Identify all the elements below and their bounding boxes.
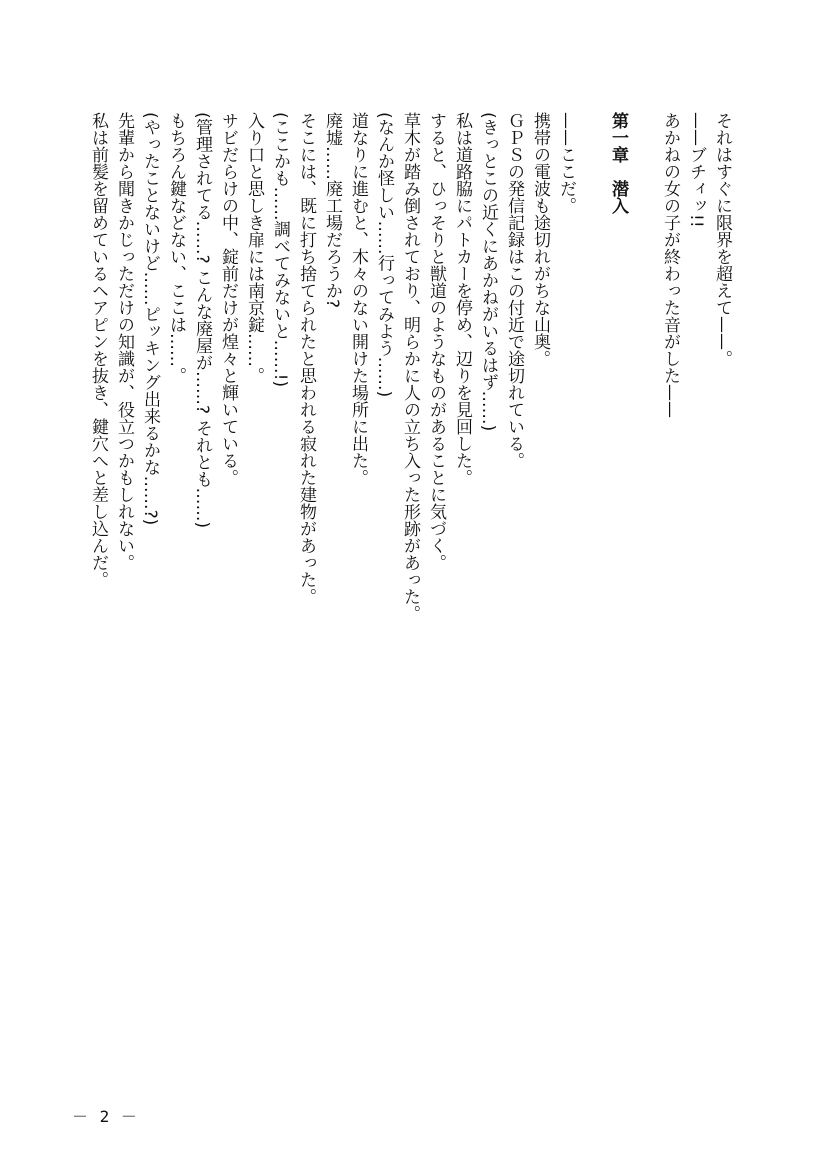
prologue-line: ——ブチィッ!! <box>686 112 706 228</box>
chapter-heading <box>605 112 631 612</box>
body-line: (なんか怪しい……行ってみよう……) <box>374 112 394 398</box>
body-line: もちろん鍵などない、ここは……。 <box>166 112 186 384</box>
body-line: 私は前髪を留めているヘアピンを抜き、鍵穴へと差し込んだ。 <box>88 112 108 588</box>
chapter-title: 潜入 <box>608 180 628 214</box>
blank-line <box>579 112 605 612</box>
body-line: サビだらけの中、錠前だけが煌々と輝いている。 <box>218 112 238 486</box>
body-line: (管理されてる……? こんな廃屋が……? それとも……) <box>192 112 212 529</box>
body-line: 廃墟……廃工場だろうか? <box>322 112 342 309</box>
prologue-line: それはすぐに限界を超えて——。 <box>712 112 732 367</box>
body-line: 道なりに進むと、木々のない開けた場所に出た。 <box>348 112 368 486</box>
body-line: そこには、既に打ち捨てられたと思われる寂れた建物があった。 <box>296 112 316 605</box>
body-line: 先輩から聞きかじっただけの知識が、役立つかもしれない。 <box>114 112 134 571</box>
vertical-text-block <box>85 112 735 622</box>
body-line: 草木が踏み倒されており、明らかに人の立ち入った形跡があった。 <box>400 112 420 622</box>
body-line: ＧＰＳの発信記録はこの付近で途切れている。 <box>504 112 524 469</box>
body-line: 入り口と思しき扉には南京錠……。 <box>244 112 264 384</box>
blank-line <box>631 112 657 612</box>
body-line: 私は道路脇にパトカーを停め、辺りを見回した。 <box>452 112 472 486</box>
body-line: (きっとこの近くにあかねがいるはず……) <box>478 112 498 432</box>
chapter-number: 第一章 <box>608 112 628 163</box>
body-line: ——ここだ。 <box>556 112 576 214</box>
prologue-line: あかねの女の子が終わった音がした—— <box>660 112 680 418</box>
body-line: (やったことないけど……ピッキング出来るかな……?) <box>140 112 160 526</box>
body-line: 携帯の電波も途切れがちな山奥。 <box>530 112 550 367</box>
body-line: (ここかも……調べてみないと……!) <box>270 112 290 388</box>
page-number: － 2 － <box>72 1107 138 1126</box>
body-line: すると、ひっそりと獣道のようなものがあることに気づく。 <box>426 112 446 571</box>
